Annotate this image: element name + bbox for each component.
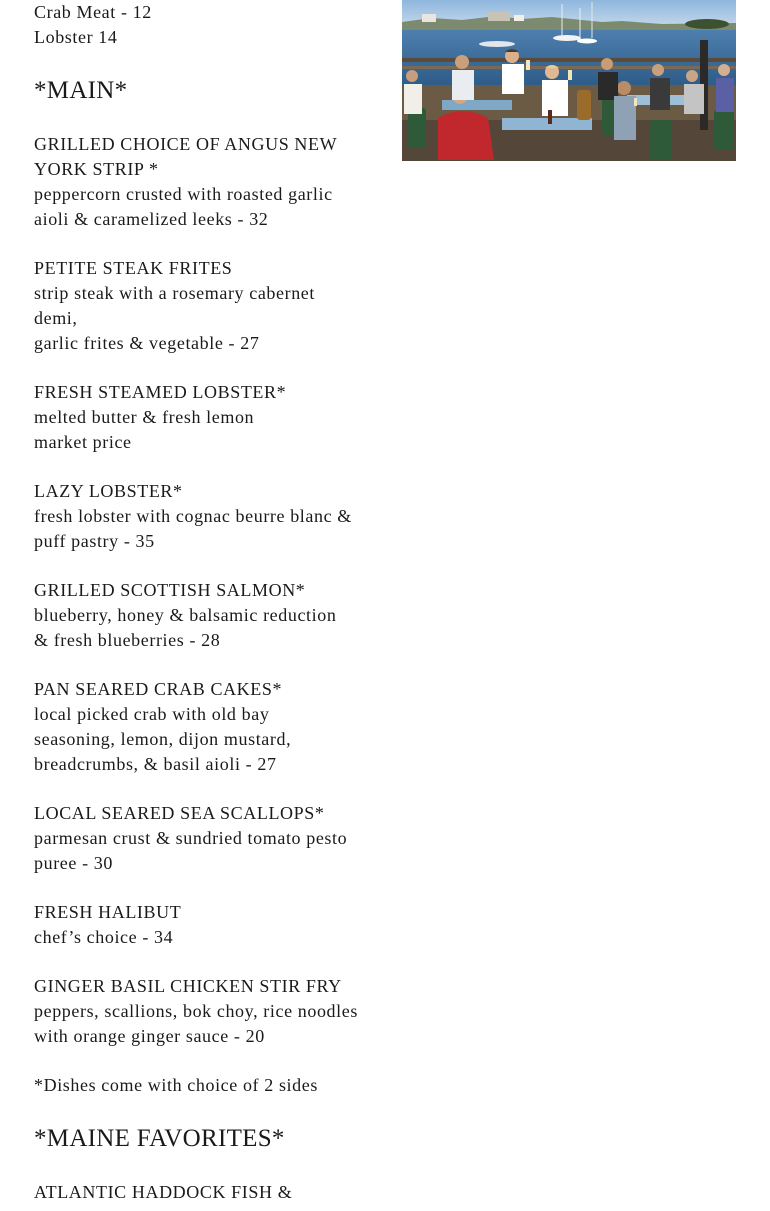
dish-description: aioli & caramelized leeks - 32 xyxy=(34,209,269,229)
dish-name: GINGER BASIL CHICKEN STIR FRY xyxy=(34,976,342,996)
dish-item xyxy=(34,900,374,950)
dish-name: FRESH HALIBUT xyxy=(34,902,182,922)
dish-description: fresh lobster with cognac beurre blanc & xyxy=(34,506,352,526)
dish-description: with orange ginger sauce - 20 xyxy=(34,1026,265,1046)
dish-name: YORK STRIP * xyxy=(34,159,159,179)
dish-name: LOCAL SEARED SEA SCALLOPS* xyxy=(34,803,325,823)
dish-description: demi, xyxy=(34,308,78,328)
dish-description: garlic frites & vegetable - 27 xyxy=(34,333,260,353)
dish-item xyxy=(34,479,374,554)
dish-description: & fresh blueberries - 28 xyxy=(34,630,221,650)
dish-description: local picked crab with old bay xyxy=(34,704,270,724)
section-heading-maine-favorites: *MAINE FAVORITES* xyxy=(34,1125,285,1152)
dish-description: strip steak with a rosemary cabernet xyxy=(34,283,316,303)
dish-description: market price xyxy=(34,432,132,452)
dish-item xyxy=(34,578,374,653)
dish-name: FRESH STEAMED LOBSTER* xyxy=(34,382,287,402)
photo-illustration xyxy=(402,0,736,161)
sides-footnote: *Dishes come with choice of 2 sides xyxy=(34,1075,318,1095)
dish-item xyxy=(34,256,374,356)
menu-column xyxy=(34,0,374,1205)
dish-description: parmesan crust & sundried tomato pesto xyxy=(34,828,348,848)
menu-item-line: Lobster 14 xyxy=(34,27,118,47)
dish-item xyxy=(34,132,374,232)
dish-name: ATLANTIC HADDOCK FISH & xyxy=(34,1182,293,1202)
dish-description: melted butter & fresh lemon xyxy=(34,407,255,427)
dish-description: peppers, scallions, bok choy, rice noodles xyxy=(34,1001,358,1021)
dish-item xyxy=(34,974,374,1049)
dish-name: PAN SEARED CRAB CAKES* xyxy=(34,679,283,699)
section-heading-main: *MAIN* xyxy=(34,77,128,104)
dish-description: seasoning, lemon, dijon mustard, xyxy=(34,729,292,749)
dish-item xyxy=(34,380,374,455)
dish-description: breadcrumbs, & basil aioli - 27 xyxy=(34,754,277,774)
dish-name: GRILLED CHOICE OF ANGUS NEW xyxy=(34,134,338,154)
dish-item xyxy=(34,801,374,876)
dish-description: chef’s choice - 34 xyxy=(34,927,174,947)
dish-description: puree - 30 xyxy=(34,853,113,873)
dish-description: puff pastry - 35 xyxy=(34,531,155,551)
dish-name: LAZY LOBSTER* xyxy=(34,481,183,501)
menu-item-line: Crab Meat - 12 xyxy=(34,2,152,22)
dish-description: peppercorn crusted with roasted garlic xyxy=(34,184,333,204)
dish-name: GRILLED SCOTTISH SALMON* xyxy=(34,580,306,600)
dish-description: blueberry, honey & balsamic reduction xyxy=(34,605,337,625)
harbor-dining-photo xyxy=(402,0,736,161)
dish-item xyxy=(34,677,374,777)
dish-name: PETITE STEAK FRITES xyxy=(34,258,233,278)
